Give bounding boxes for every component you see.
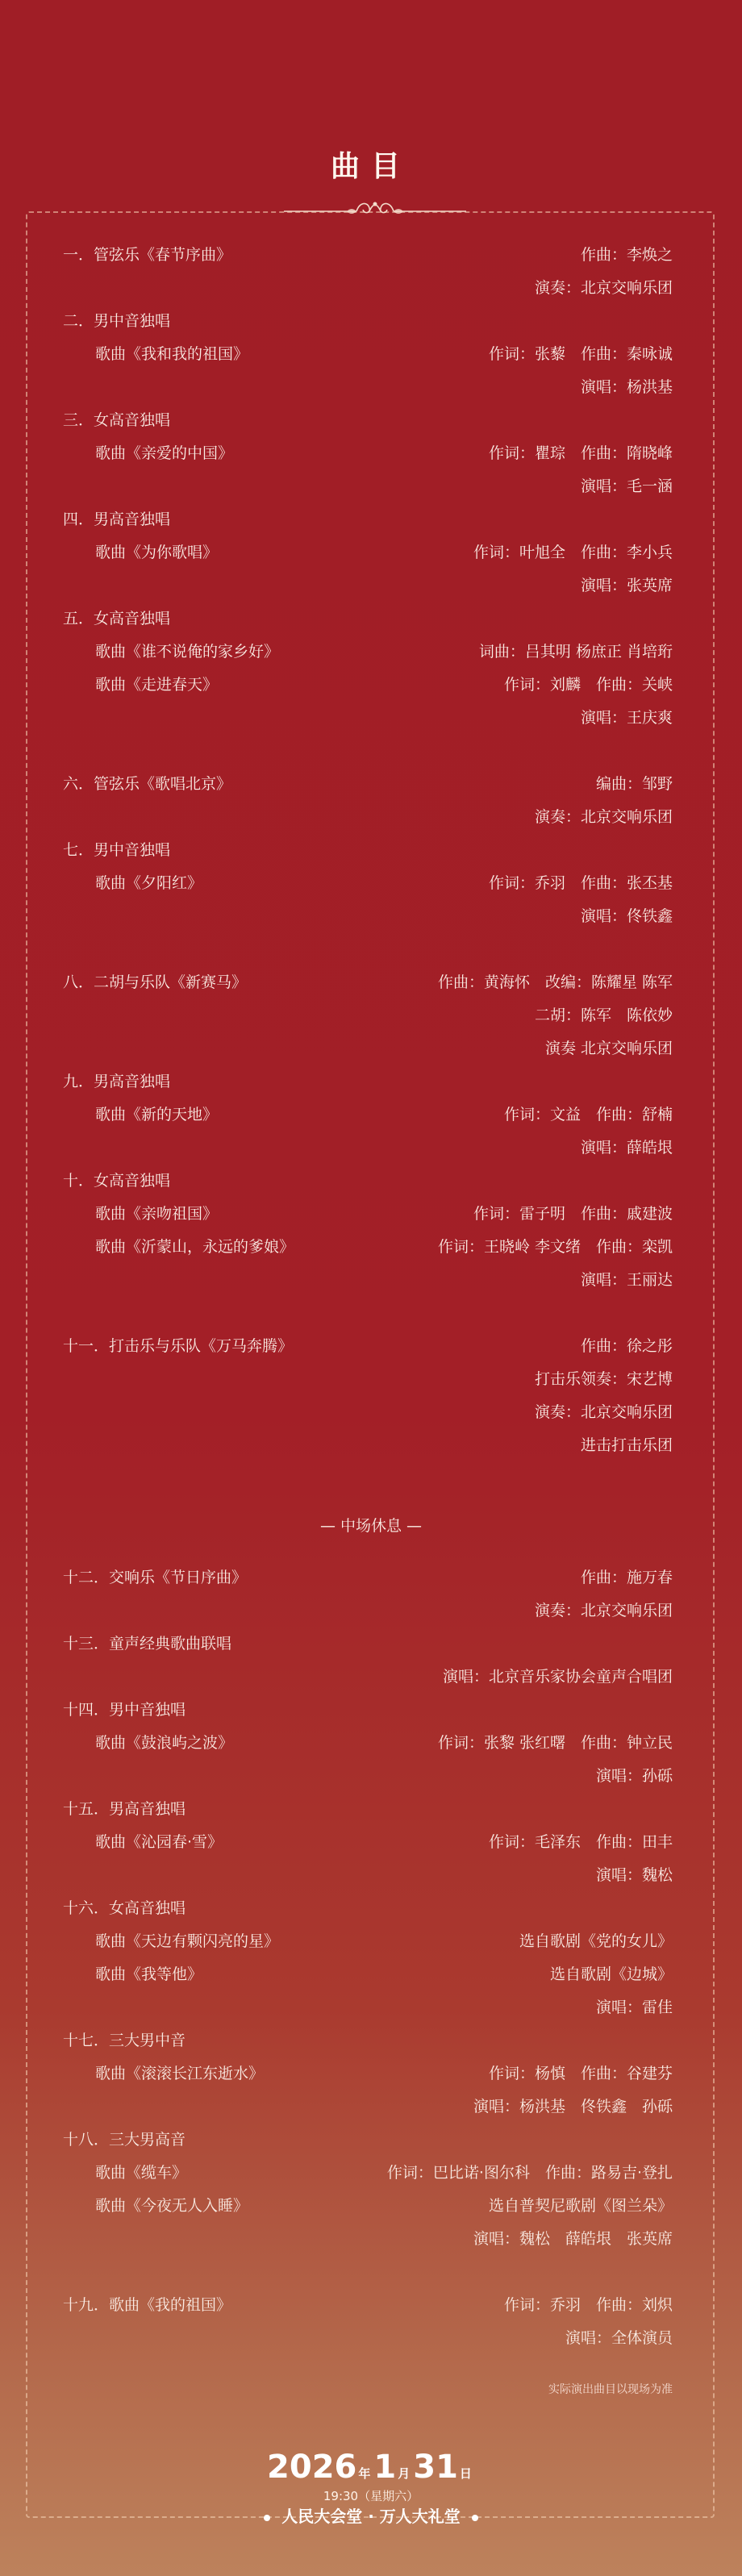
program-row xyxy=(63,606,673,631)
program-row xyxy=(63,969,673,995)
program-item-title: 歌曲《沁园春·雪》 xyxy=(95,1833,223,1851)
program-item-title: 歌曲《天边有颗闪亮的星》 xyxy=(95,1932,280,1950)
program-row xyxy=(63,2061,673,2086)
program-row xyxy=(63,540,673,565)
program-row xyxy=(63,275,673,301)
program-row xyxy=(63,2127,673,2153)
program-row xyxy=(63,1135,673,1161)
program-item-title: 六．管弦乐《歌唱北京》 xyxy=(63,775,232,793)
program-item-credit: 选自普契尼歌剧《图兰朵》 xyxy=(488,2197,673,2215)
program-item-credit: 演唱：王庆爽 xyxy=(580,709,673,727)
program-item-credit: 作词：刘麟 作曲：关峡 xyxy=(503,676,673,694)
program-row xyxy=(63,1267,673,1293)
program-row xyxy=(63,804,673,830)
program-row xyxy=(63,1796,673,1822)
program-row xyxy=(63,506,673,532)
program-item-credit: 作词：雷子明 作曲：戚建波 xyxy=(473,1205,673,1223)
program-item-credit: 演唱：雷佳 xyxy=(595,1999,673,2016)
bullet-dot-icon xyxy=(472,2515,478,2521)
program-row xyxy=(63,1664,673,1690)
venue-label: 人民大会堂 · 万人大礼堂 xyxy=(281,2507,461,2526)
program-row xyxy=(63,1928,673,1954)
program-item-credit: 演唱：佟铁鑫 xyxy=(580,907,673,925)
program-row xyxy=(63,407,673,433)
program-item-title: 九．男高音独唱 xyxy=(63,1073,171,1090)
program-item-credit: 选自歌剧《党的女儿》 xyxy=(519,1932,673,1950)
program-item-title: 十四．男中音独唱 xyxy=(63,1701,186,1719)
program-item-title: 歌曲《鼓浪屿之波》 xyxy=(95,1734,234,1752)
date-year-unit: 年 xyxy=(358,2466,371,2481)
program-item-credit: 作词：张黎 张红曙 作曲：钟立民 xyxy=(437,1734,673,1752)
program-item-credit: 作词：杨慎 作曲：谷建芬 xyxy=(488,2065,673,2082)
program-item-credit: 演唱：北京音乐家协会童声合唱团 xyxy=(442,1668,673,1686)
program-row xyxy=(63,341,673,367)
program-note: 实际演出曲目以现场为准 xyxy=(548,2383,673,2396)
program-item-title: 歌曲《滚滚长江东逝水》 xyxy=(95,2065,265,2082)
program-item-credit: 编曲：邹野 xyxy=(595,775,673,793)
program-item-credit: 作词：张藜 作曲：秦咏诚 xyxy=(488,345,673,363)
program-item-credit: 进击打击乐团 xyxy=(580,1436,673,1454)
program-row xyxy=(63,1102,673,1128)
program-row xyxy=(63,705,673,731)
program-item-title: 五．女高音独唱 xyxy=(63,610,171,627)
program-item-credit: 作词：毛泽东 作曲：田丰 xyxy=(488,1833,673,1851)
page-title: 曲目 xyxy=(330,150,411,183)
program-row xyxy=(63,2094,673,2120)
program-item-credit: 演奏 北京交响乐团 xyxy=(544,1040,673,1057)
ornament-divider-icon xyxy=(282,192,468,221)
date-month: 1 xyxy=(373,2449,397,2486)
program-item-title: 歌曲《新的天地》 xyxy=(95,1106,219,1123)
program-item-title: 十．女高音独唱 xyxy=(63,1172,171,1190)
program-row xyxy=(63,1366,673,1392)
date-day: 31 xyxy=(413,2449,458,2486)
program-row xyxy=(63,1002,673,1028)
program-item-title: 歌曲《我和我的祖国》 xyxy=(95,345,249,363)
program-item-title: 歌曲《缆车》 xyxy=(95,2164,188,2182)
intermission-label: — 中场休息 — xyxy=(319,1517,423,1535)
program-item-credit: 演奏：北京交响乐团 xyxy=(534,808,673,826)
program-item-title: 歌曲《谁不说俺的家乡好》 xyxy=(95,643,280,661)
program-item-credit: 作曲：施万春 xyxy=(580,1569,673,1586)
program-row xyxy=(63,2259,673,2285)
program-row xyxy=(63,1069,673,1094)
concert-date xyxy=(0,2449,742,2491)
program-item-title: 歌曲《我等他》 xyxy=(95,1965,203,1983)
program-item-credit: 演奏：北京交响乐团 xyxy=(534,1403,673,1421)
program-row xyxy=(63,440,673,466)
program-item-credit: 演奏：北京交响乐团 xyxy=(534,279,673,297)
program-row xyxy=(63,2325,673,2351)
program-item-title: 十五．男高音独唱 xyxy=(63,1800,186,1818)
concert-time: 19:30（星期六） xyxy=(323,2489,419,2503)
program-row xyxy=(63,1234,673,1260)
program-item-credit: 作词：叶旭全 作曲：李小兵 xyxy=(473,544,673,561)
program-row xyxy=(63,1697,673,1723)
program-item-title: 一．管弦乐《春节序曲》 xyxy=(63,246,232,264)
program-row xyxy=(63,308,673,334)
program-item-credit: 选自歌剧《边城》 xyxy=(549,1965,673,1983)
program-item-title: 四．男高音独唱 xyxy=(63,511,171,528)
program-row xyxy=(63,1995,673,2020)
program-row xyxy=(63,374,673,400)
program-item-title: 十九．歌曲《我的祖国》 xyxy=(63,2296,232,2314)
program-item-credit: 演唱：张英席 xyxy=(580,577,673,594)
program-item-title: 十二．交响乐《节日序曲》 xyxy=(63,1569,248,1586)
date-day-unit: 日 xyxy=(459,2466,472,2481)
program-item-title: 八．二胡与乐队《新赛马》 xyxy=(63,973,248,991)
program-item-credit: 作词：巴比诺·图尔科 作曲：路易吉·登扎 xyxy=(386,2164,673,2182)
program-row xyxy=(63,2160,673,2186)
program-row xyxy=(63,1333,673,1359)
program-row xyxy=(63,1565,673,1590)
program-item-credit: 作词：文益 作曲：舒楠 xyxy=(503,1106,673,1123)
date-month-unit: 月 xyxy=(398,2466,411,2481)
program-row xyxy=(63,1465,673,1491)
program-row xyxy=(63,1961,673,1987)
program-item-credit: 作词：乔羽 作曲：刘炽 xyxy=(503,2296,673,2314)
program-item-credit: 演唱：杨洪基 xyxy=(580,378,673,396)
program-item-title: 十六．女高音独唱 xyxy=(63,1899,186,1917)
program-item-credit: 演唱：薛皓垠 xyxy=(580,1139,673,1157)
program-row xyxy=(63,870,673,896)
program-item-credit: 作词：乔羽 作曲：张丕基 xyxy=(488,874,673,892)
program-item-title: 二．男中音独唱 xyxy=(63,312,171,330)
program-item-credit: 作词：瞿琮 作曲：隋晓峰 xyxy=(488,444,673,462)
program-row xyxy=(63,1399,673,1425)
program-row xyxy=(63,738,673,764)
program-row xyxy=(63,1862,673,1888)
program-item-title: 歌曲《夕阳红》 xyxy=(95,874,203,892)
program-item-title: 七．男中音独唱 xyxy=(63,841,171,859)
program-row xyxy=(63,672,673,698)
program-row xyxy=(63,242,673,268)
bullet-dot-icon xyxy=(264,2515,270,2521)
program-row xyxy=(63,2193,673,2219)
program-row xyxy=(63,1432,673,1458)
program-item-credit: 演唱：魏松 薛皓垠 张英席 xyxy=(473,2230,673,2248)
program-row xyxy=(63,1730,673,1756)
program-item-credit: 二胡：陈军 陈依妙 xyxy=(534,1007,673,1024)
program-item-credit: 词曲：吕其明 杨庶正 肖培珩 xyxy=(478,643,673,661)
program-row xyxy=(63,1201,673,1227)
program-item-title: 歌曲《亲爱的中国》 xyxy=(95,444,234,462)
program-item-title: 歌曲《今夜无人入睡》 xyxy=(95,2197,249,2215)
program-item-title: 歌曲《为你歌唱》 xyxy=(95,544,219,561)
program-row xyxy=(63,903,673,929)
program-item-credit: 作曲：李焕之 xyxy=(580,246,673,264)
program-row xyxy=(63,1763,673,1789)
program-item-credit: 作曲：徐之彤 xyxy=(580,1337,673,1355)
program-item-title: 十七．三大男中音 xyxy=(63,2032,186,2049)
program-item-title: 歌曲《亲吻祖国》 xyxy=(95,1205,219,1223)
program-row xyxy=(63,573,673,598)
program-item-title: 三．女高音独唱 xyxy=(63,411,171,429)
program-item-credit: 演唱：王丽达 xyxy=(580,1271,673,1289)
program-row xyxy=(63,1895,673,1921)
program-row xyxy=(63,1036,673,1061)
program-row xyxy=(63,473,673,499)
program-item-title: 十一．打击乐与乐队《万马奔腾》 xyxy=(63,1337,294,1355)
program-row xyxy=(63,936,673,962)
program-item-title: 十八．三大男高音 xyxy=(63,2131,186,2149)
program-item-credit: 演唱：孙砾 xyxy=(595,1767,673,1785)
program-row xyxy=(63,1829,673,1855)
program-item-credit: 演唱：毛一涵 xyxy=(580,477,673,495)
program-item-title: 十三．童声经典歌曲联唱 xyxy=(63,1635,232,1653)
program-item-credit: 作曲：黄海怀 改编：陈耀星 陈军 xyxy=(437,973,673,991)
date-year: 2026 xyxy=(267,2449,357,2486)
program-row xyxy=(63,639,673,665)
program-row xyxy=(63,1631,673,1657)
program-item-credit: 作词：王晓岭 李文绪 作曲：栾凯 xyxy=(437,1238,673,1256)
program-row xyxy=(63,2226,673,2252)
program-row xyxy=(63,1598,673,1624)
program-row xyxy=(63,2292,673,2318)
program-row xyxy=(63,837,673,863)
program-item-credit: 演奏：北京交响乐团 xyxy=(534,1602,673,1619)
program-row xyxy=(63,771,673,797)
program-item-credit: 演唱：魏松 xyxy=(595,1866,673,1884)
program-row xyxy=(63,1168,673,1194)
program-item-title: 歌曲《走进春天》 xyxy=(95,676,219,694)
program-item-credit: 演唱：全体演员 xyxy=(565,2329,673,2347)
program-row xyxy=(63,2028,673,2053)
program-item-credit: 打击乐领奏：宋艺博 xyxy=(534,1370,673,1388)
program-row xyxy=(63,1300,673,1326)
program-item-title: 歌曲《沂蒙山，永远的爹娘》 xyxy=(95,1238,295,1256)
program-item-credit: 演唱：杨洪基 佟铁鑫 孙砾 xyxy=(473,2098,673,2115)
concert-venue xyxy=(0,2503,742,2527)
